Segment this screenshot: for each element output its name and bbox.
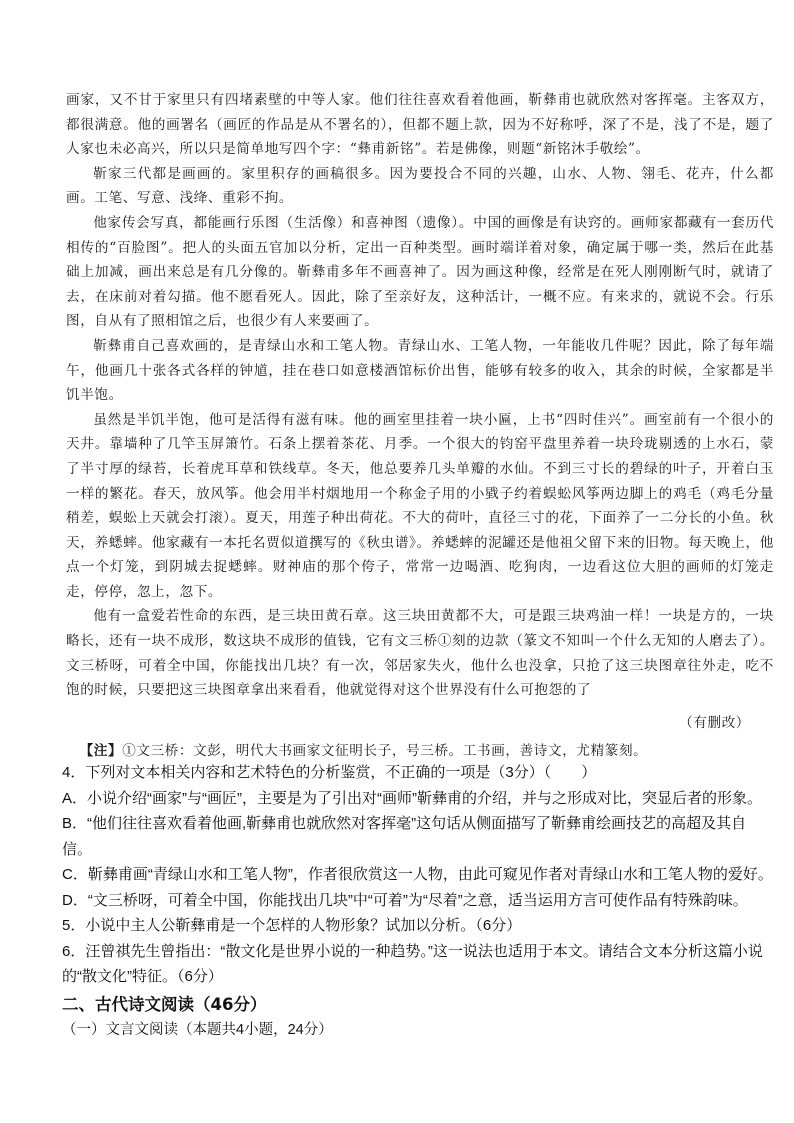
passage-paragraph: 靳彝甫自己喜欢画的，是青绿山水和工笔人物。青绿山水、工笔人物，一年能收几件呢？因此，除了每年端午，他画几十张各式各样的钟馗，挂在巷口如意楼酒馆标价出售，能够有较多的收入，其余的时候，全家都是半饥半饱。 (66, 337, 774, 404)
question-6: 6．汪曾祺先生曾指出：“散文化是世界小说的一种趋势。”这一说法也适用于本文。请结合文本分析这篇小说的“散文化”特征。（6分） (62, 942, 763, 985)
option-c: C．靳彝甫画“青绿山水和工笔人物”，作者很欣赏这一人物，由此可窥见作者对青绿山水和工笔人物的爱好。 (62, 866, 773, 883)
passage-paragraph: 虽然是半饥半饱，他可是活得有滋有味。他的画室里挂着一块小匾，上书“四时佳兴”。画室前有一个很小的天井。靠墙种了几竿玉屏箫竹。石条上摆着茶花、月季。一个很大的钧窑平盘里养着一块玲珑剔透的上水石，蒙了半寸厚的绿苔，长着虎耳草和铁线草。冬天，他总要养几头单瓣的水仙。不到三寸长的碧绿的叶子，开着白玉一样的繁花。春天，放风筝。他会用半村烟地用一个称金子用的小戥子约着蜈蚣风筝两边脚上的鸡毛（鸡毛分量稍差，蜈蚣上天就会打滚）。夏天，用莲子种出荷花。不大的荷叶，直径三寸的花，下面养了一二分长的小鱼。秋天，养蟋蟀。他家藏有一本托名贾似道撰写的《秋虫谱》。养蟋蟀的泥罐还是他祖父留下来的旧物。每天晚上，他点一个灯笼，到阴城去捉蟋蟀。财神庙的那个侉子，常常一边喝酒、吃狗肉，一边看这位大胆的画师的灯笼走走，停停，忽上，忽下。 (66, 411, 774, 600)
passage-paragraph: 画家，又不甘于家里只有四堵素壁的中等人家。他们往往喜欢看着他画，靳彝甫也就欣然对客挥毫。主客双方，都很满意。他的画署名（画匠的作品是从不署名的），但都不题上款，因为不好称呼，深了不是，浅了不是，题了人家也未必高兴，所以只是简单地写四个字：“彝甫新铭”。若是佛像，则题“新铭沐手敬绘”。 (66, 92, 774, 158)
reading-passage (66, 88, 774, 764)
passage-paragraph: 他有一盒爱若性命的东西，是三块田黄石章。这三块田黄都不大，可是跟三块鸡油一样！一块是方的，一块略长，还有一块不成形，数这块不成形的值钱，它有文三桥①刻的边款（篆文不知叫一个什么无知的人磨去了）。文三桥呀，可着全中国，你能找出几块？有一次，邻居家失火，他什么也没拿，只抢了这三块图章往外走，吃不饱的时候，只要把这三块图章拿出来看看，他就觉得对这个世界没有什么可抱怨的了 (66, 608, 774, 699)
question-stem: 4．下列对文本相关内容和艺术特色的分析鉴赏，不正确的一项是（3分）（ ） (62, 764, 597, 781)
footnote-text: ①文三桥：文彭，明代大书画家文征明长子，号三桥。工书画，善诗文，尤精篆刻。 (122, 743, 648, 760)
option-b: B．“他们往往喜欢看着他画,靳彝甫也就欣然对客挥毫”这句话从侧面描写了靳彝甫绘画技艺的高超及其自信。 (62, 815, 747, 858)
option-d: D．“文三桥呀，可着全中国，你能找出几块”中“可着”为“尽着”之意，适当运用方言可使作品有特殊韵味。 (62, 891, 748, 909)
passage-paragraph: 靳家三代都是画画的。家里积存的画稿很多。因为要投合不同的兴趣，山水、人物、翎毛、花卉，什么都画。工笔、写意、浅绛、重彩不拘。 (66, 165, 774, 207)
passage-paragraph: 他家传会写真，都能画行乐图（生活像）和喜神图（遗像）。中国的画像是有诀窍的。画师家都藏有一套历代相传的“百脸图”。把人的头面五官加以分析，定出一百种类型。画时端详着对象，确定属于哪一类，然后在此基础上加减，画出来总是有几分像的。靳彝甫多年不画喜神了。因为画这种像，经常是在死人刚刚断气时，就请了去，在床前对着勾描。他不愿看死人。因此，除了至亲好友，这种活计，一概不应。有来求的，就说不会。行乐图，自从有了照相馆之后，也很少有人来要画了。 (66, 214, 774, 330)
section-subtitle: （一）文言文阅读（本题共4小题，24分） (62, 1021, 333, 1038)
question-5: 5．小说中主人公靳彝甫是一个怎样的人物形象？试加以分析。（6分） (62, 917, 522, 934)
option-a: A．小说介绍“画家”与“画匠”，主要是为了引出对“画师”靳彝甫的介绍，并与之形成对比，突显后者的形象。 (62, 789, 762, 807)
question-list (62, 760, 774, 1043)
footnote-label: 【注】 (79, 743, 123, 760)
section-title: 二、古代诗文阅读（46分） (62, 994, 267, 1014)
source-note: （有删改） (679, 714, 750, 731)
